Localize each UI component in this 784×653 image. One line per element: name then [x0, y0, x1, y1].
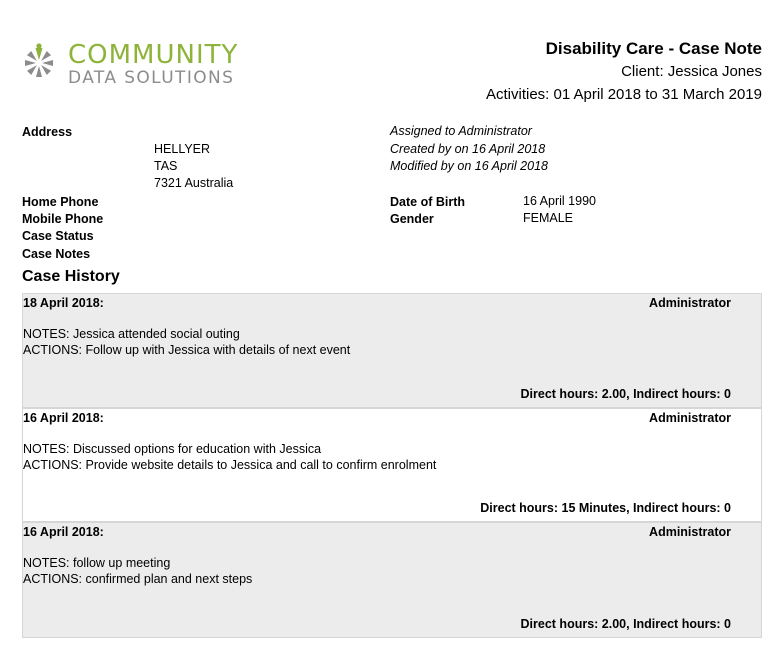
mobile-phone-label: Mobile Phone [22, 212, 104, 226]
report-header [486, 38, 762, 106]
entry-user: Administrator [649, 411, 731, 425]
entry-date: 18 April 2018: [23, 296, 104, 310]
activities-period: Activities: 01 April 2018 to 31 March 2019 [486, 86, 762, 103]
entry-notes-text: NOTES: follow up meeting [23, 556, 171, 570]
address-line-3: 7321 Australia [154, 176, 234, 190]
entry-actions-text: ACTIONS: Provide website details to Jessica and call to confirm enrolment [23, 458, 437, 472]
case-history-entry [22, 408, 762, 522]
entry-notes-text: NOTES: Jessica attended social outing [23, 327, 240, 341]
case-history-entry [22, 522, 762, 638]
community-star-icon [20, 40, 64, 84]
entry-notes [23, 441, 436, 473]
home-phone-label: Home Phone [22, 195, 99, 209]
address-line-1: HELLYER [154, 142, 211, 156]
case-status-label: Case Status [22, 229, 94, 243]
case-history-title: Case History [22, 268, 120, 285]
entry-notes-text: NOTES: Discussed options for education with Jessica [23, 442, 322, 456]
date-of-birth-value: 16 April 1990 [523, 194, 596, 208]
address-line-2: TAS [154, 159, 178, 173]
entry-hours: Direct hours: 2.00, Indirect hours: 0 [520, 387, 731, 401]
logo-text-community: COMMUNITY [68, 40, 239, 70]
entry-actions-text: ACTIONS: Follow up with Jessica with details of next event [23, 343, 351, 357]
community-data-solutions-logo [20, 40, 240, 90]
entry-hours: Direct hours: 15 Minutes, Indirect hours: 0 [480, 501, 731, 515]
entry-date: 16 April 2018: [23, 411, 104, 425]
gender-label: Gender [390, 212, 434, 226]
case-history-entry [22, 293, 762, 408]
entry-user: Administrator [649, 296, 731, 310]
entry-notes [23, 555, 252, 587]
created-by: Created by on 16 April 2018 [390, 142, 546, 156]
modified-by: Modified by on 16 April 2018 [390, 159, 548, 173]
entry-hours: Direct hours: 2.00, Indirect hours: 0 [520, 617, 731, 631]
entry-notes [23, 326, 350, 358]
report-title: Disability Care - Case Note [545, 39, 762, 58]
date-of-birth-label: Date of Birth [390, 195, 465, 209]
gender-value: FEMALE [523, 211, 574, 225]
logo-text-data-solutions: DATA SOLUTIONS [68, 68, 235, 88]
address-label: Address [22, 125, 73, 139]
assigned-to: Assigned to Administrator [390, 124, 532, 138]
case-notes-label: Case Notes [22, 247, 91, 261]
entry-date: 16 April 2018: [23, 525, 104, 539]
entry-actions-text: ACTIONS: confirmed plan and next steps [23, 572, 253, 586]
entry-user: Administrator [649, 525, 731, 539]
client-name: Client: Jessica Jones [621, 63, 762, 80]
